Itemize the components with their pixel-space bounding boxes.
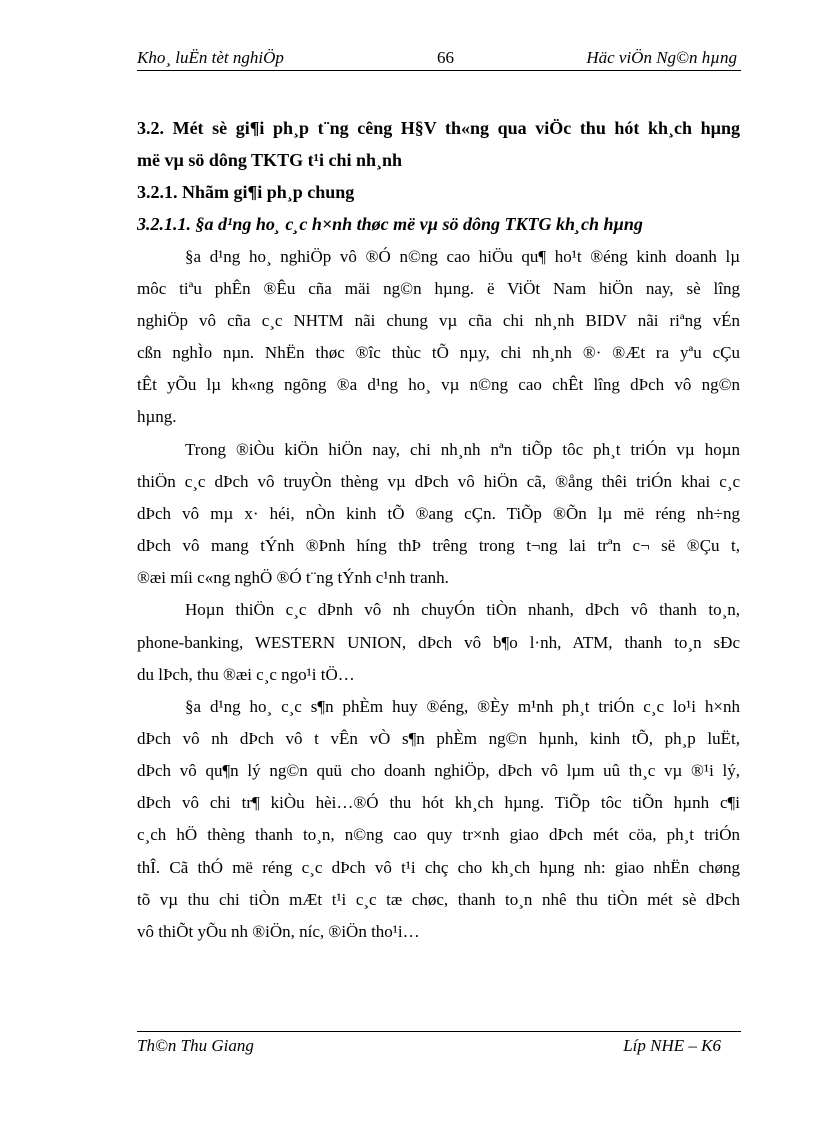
header-document-type: Kho¸ luËn tèt nghiÖp [137,48,284,67]
paragraph-line: Hoµn thiÖn c¸c dÞnh vô nh chuyÓn tiÒn nhanh, dÞch vô thanh to¸n, [185,600,740,620]
paragraph-line: nghiÖp vô cña c¸c NHTM nãi chung vµ cña chi nh¸nh BIDV nãi riªng vÉn [137,310,740,330]
section-heading-line: 3.2.1.1. §a d¹ng ho¸ c¸c h×nh thøc më vµ sö dông TKTG kh¸ch hµng [137,214,643,235]
paragraph-line: §a d¹ng ho¸ nghiÖp vô ®Ó n©ng cao hiÖu qu¶ ho¹t ®éng kinh doanh lµ [185,246,740,266]
paragraph-line: dÞch vô chi tr¶ kiÒu hèi…®Ó thu hót kh¸ch hµng. TiÕp tôc tiÕn hµnh c¶i [137,793,740,813]
paragraph-line: cßn nghÌo nµn. NhËn thøc ®îc thùc tÕ nµy, chi nh¸nh ®· ®Æt ra yªu cÇu [137,343,740,363]
footer-class: Líp NHE – K6 [623,1036,721,1055]
paragraph-line: dÞch vô mµ x· héi, nÒn kinh tÕ ®ang cÇn. TiÕp ®Õn lµ më réng nh÷ng [137,503,740,523]
paragraph-line: hµng. [137,407,177,427]
paragraph-line: Trong ®iÒu kiÖn hiÖn nay, chi nh¸nh nªn tiÕp tôc ph¸t triÓn vµ hoµn [185,439,740,459]
footer-author: Th©n Thu Giang [137,1036,254,1055]
paragraph-line: c¸ch hÖ thèng thanh to¸n, n©ng cao quy tr×nh giao dÞch mét cöa, ph¸t triÓn [137,825,740,845]
page-number: 66 [437,48,454,67]
paragraph-line: dÞch vô nh dÞch vô t vÊn vÒ s¶n phÈm ng©n hµnh, kinh tÕ, ph¸p luËt, [137,728,740,748]
paragraph-line: thiÖn c¸c dÞch vô truyÒn thèng vµ dÞch vô hiÖn cã, ®ång thêi triÓn khai c¸c [137,471,740,491]
header-institution: Häc viÖn Ng©n hµng [586,48,737,67]
paragraph-line: ®æi míi c«ng nghÖ ®Ó t¨ng tÝnh c¹nh tranh. [137,568,449,588]
page-header [137,48,741,71]
section-heading-line: 3.2.1. Nhãm gi¶i ph¸p chung [137,182,355,203]
paragraph-line: phone-banking, WESTERN UNION, dÞch vô b¶o l·nh, ATM, thanh to¸n sÐc [137,632,740,652]
paragraph-line: dÞch vô mang tÝnh ®Þnh híng thÞ trêng trong t¬ng lai trªn c¬ së ®Çu t, [137,536,740,556]
paragraph-line: §a d¹ng ho¸ c¸c s¶n phÈm huy ®éng, ®Èy m¹nh ph¸t triÓn c¸c lo¹i h×nh [185,696,740,716]
paragraph-line: môc tiªu phÊn ®Êu cña mäi ng©n hµng. ë ViÖt Nam hiÖn nay, sè lîng [137,278,740,298]
page-footer [137,1031,741,1055]
paragraph-line: tÊt yÕu lµ kh«ng ngõng ®a d¹ng ho¸ vµ n©ng cao chÊt lîng dÞch vô ng©n [137,375,740,395]
document-body [137,112,740,948]
paragraph-line: thÎ. Cã thÓ më réng c¸c dÞch vô t¹i chç cho kh¸ch hµng nh: giao nhËn chøng [137,857,740,877]
paragraph-line: du lÞch, thu ®æi c¸c ngo¹i tÖ… [137,664,355,684]
paragraph-line: tõ vµ thu chi tiÒn mÆt t¹i c¸c tæ chøc, thanh to¸n nhê thu tiÒn mét sè dÞch [137,889,740,909]
section-heading-line: më vµ sö dông TKTG t¹i chi nh¸nh [137,150,402,171]
paragraph-line: vô thiÕt yÕu nh ®iÖn, níc, ®iÖn tho¹i… [137,921,420,941]
paragraph-line: dÞch vô qu¶n lý ng©n quü cho doanh nghiÖp, dÞch vô lµm uû th¸c vµ ®¹i lý, [137,761,740,781]
section-heading-line: 3.2. Mét sè gi¶i ph¸p t¨ng cêng H§V th«ng qua viÖc thu hót kh¸ch hµng [137,118,740,138]
